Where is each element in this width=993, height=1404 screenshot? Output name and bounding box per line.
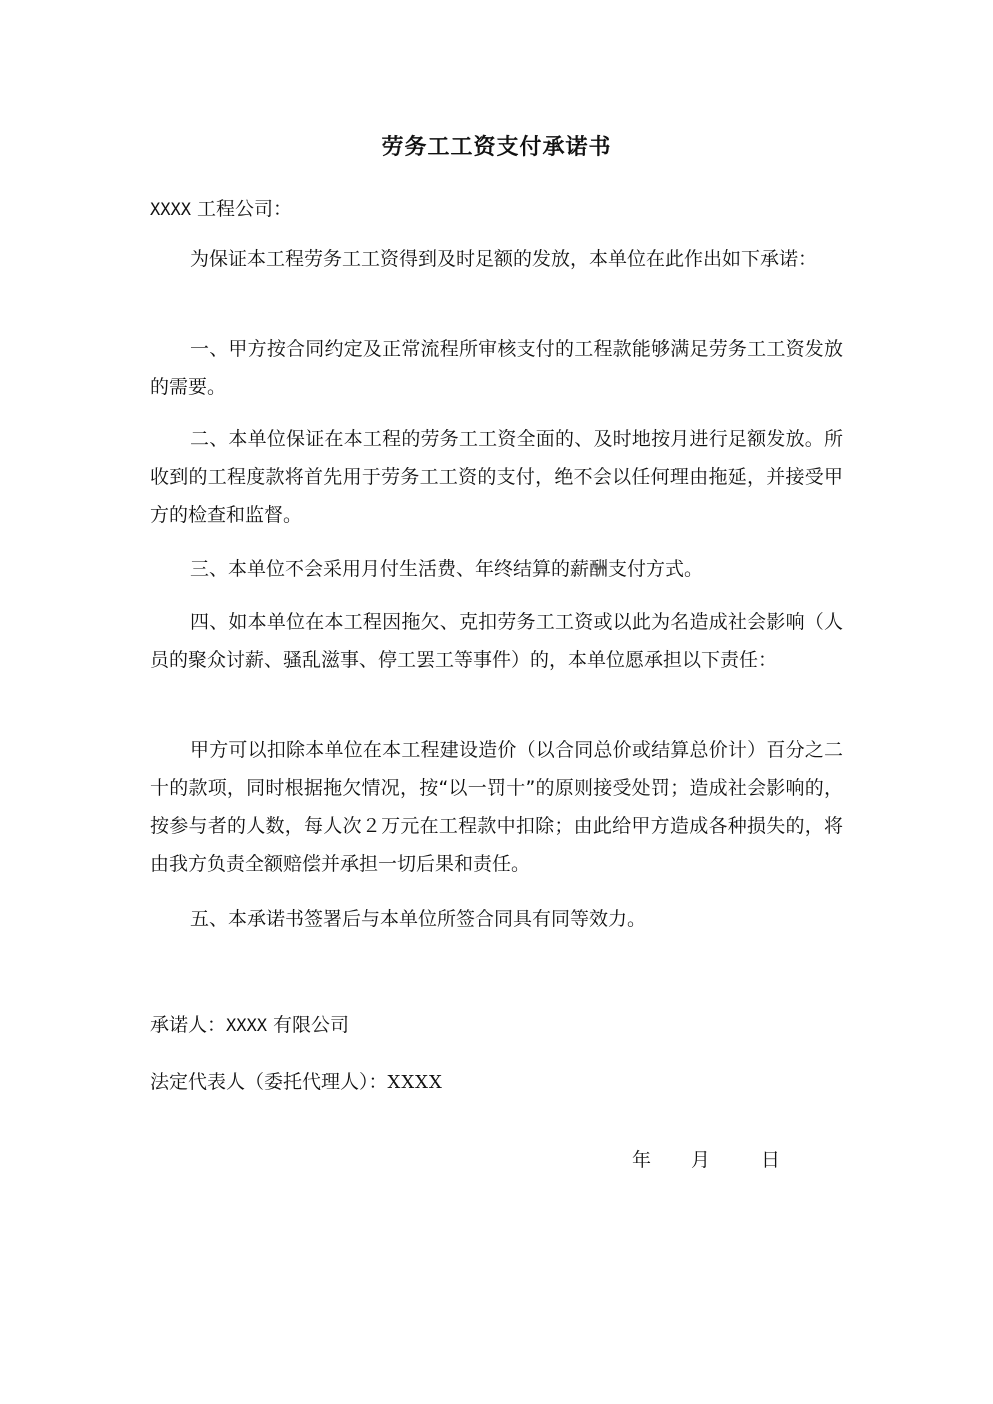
signatory-suffix: 有限公司: [273, 1014, 350, 1036]
clause-2: 二、本单位保证在本工程的劳务工工资全面的、及时地按月进行足额发放。所收到的工程度款将首先用于劳务工工资的支付，绝不会以任何理由拖延，并接受甲方的检查和监督。: [150, 428, 843, 526]
addressee: [150, 190, 843, 229]
date-day: 日: [761, 1149, 781, 1171]
signatory-label: 承诺人：: [150, 1014, 227, 1036]
document-title: 劳务工工资支付承诺书: [381, 135, 612, 160]
legal-representative-name: XXXX: [387, 1072, 443, 1093]
clause-3: 三、本单位不会采用月付生活费、年终结算的薪酬支付方式。: [190, 558, 704, 580]
clause-4-penalty: 甲方可以扣除本单位在本工程建设造价（以合同总价或结算总价计）百分之二十的款项，同时根据拖欠情况，按“以一罚十”的原则接受处罚；造成社会影响的，按参与者的人数，每人次２万元在工程款中扣除；由此给甲方造成各种损失的，将由我方负责全额赔偿并承担一切后果和责任。: [150, 739, 843, 875]
addressee-suffix: 工程公司：: [197, 198, 293, 220]
signatory-line: [150, 1006, 843, 1045]
signatory-name: XXXX: [226, 1016, 267, 1036]
intro-paragraph: 为保证本工程劳务工工资得到及时足额的发放，本单位在此作出如下承诺：: [190, 248, 818, 270]
clause-4: 四、如本单位在本工程因拖欠、克扣劳务工工资或以此为名造成社会影响（人员的聚众讨薪、骚乱滋事、停工罢工等事件）的，本单位愿承担以下责任：: [150, 611, 843, 671]
clause-5: 五、本承诺书签署后与本单位所签合同具有同等效力。: [190, 908, 647, 930]
date-month: 月: [691, 1149, 711, 1171]
legal-representative-label: 法定代表人（委托代理人）：: [150, 1071, 388, 1093]
clause-1: 一、甲方按合同约定及正常流程所审核支付的工程款能够满足劳务工工资发放的需要。: [150, 338, 843, 398]
date-year: 年: [632, 1149, 652, 1171]
legal-representative-line: [150, 1063, 843, 1102]
addressee-company-placeholder: XXXX: [150, 200, 191, 220]
